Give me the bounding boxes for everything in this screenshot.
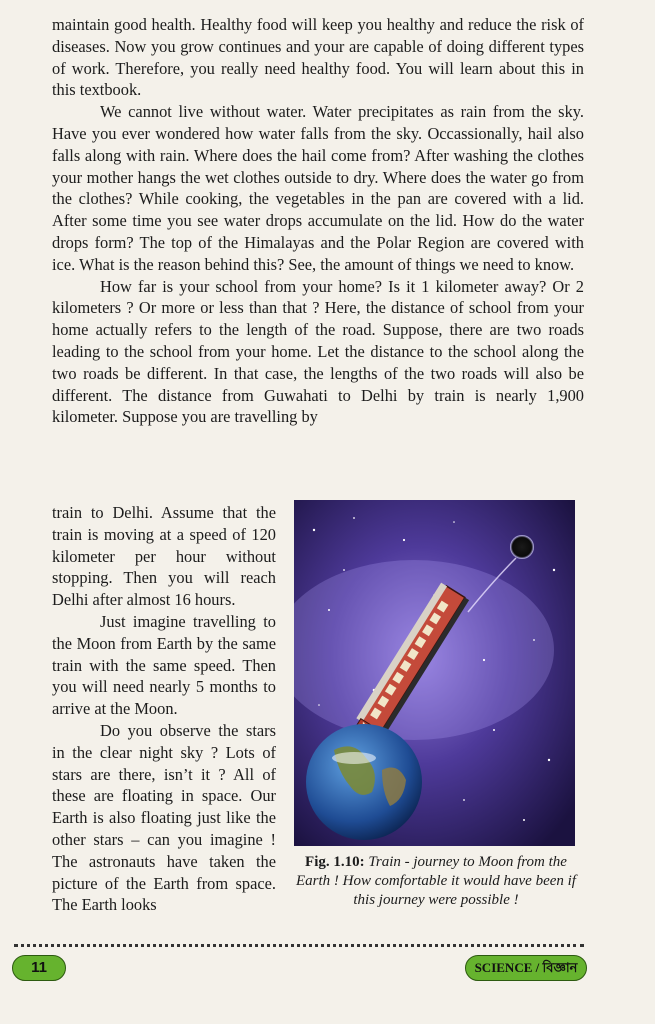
left-column-text — [52, 502, 276, 916]
paragraph-train-moon: Just imagine travelling to the Moon from Earth by the same train with the same speed. Then you will need nearly 5 months to arrive at the Moon. — [52, 611, 276, 719]
full-width-text — [52, 14, 584, 428]
paragraph-train-delhi: train to Delhi. Assume that the train is moving at a speed of 120 kilometer per hour without stopping. Then you will reach Delhi after almost 16 hours. — [52, 503, 276, 610]
paragraph-distance: How far is your school from your home? Is it 1 kilometer away? Or 2 kilometers ? Or more or less than that ? Here, the distance of school from your home actually refers to the length of the road. Suppose, there are two roads leading to the school from your home. Let the distance to the school along the two roads be different. In that case, the lengths of the two roads will also be different. The distance from Guwahati to Delhi by train is nearly 1,900 kilometer. Suppose you are travelling by — [52, 276, 584, 427]
subject-badge: SCIENCE / বিজ্ঞান — [465, 955, 587, 981]
space-illustration — [294, 500, 575, 846]
moon — [510, 535, 534, 559]
figure-caption — [296, 853, 576, 910]
figure-caption-text: Train - journey to Moon from the Earth ! How comfortable it would have been if this journey were possible ! — [296, 854, 576, 908]
paragraph-water: We cannot live without water. Water precipitates as rain from the sky. Have you ever wondered how water falls from the sky. Occassionally, hail also falls along with rain. Where does the hail come from? After washing the clothes your mother hangs the wet clothes outside to dry. Where does the water go from the clothes? While cooking, the vegetables in the pan are covered with a lid. After some time you see water drops accumulate on the lid. How do the water drops form? The top of the Himalayas and the Polar Region are covered with ice. What is the reason behind this? See, the amount of things we need to know. — [52, 102, 584, 274]
figure-train-to-moon — [294, 500, 575, 846]
figure-label: Fig. 1.10: — [305, 854, 365, 870]
earth-clouds — [332, 752, 376, 764]
paragraph-stars: Do you observe the stars in the clear night sky ? Lots of stars are there, isn’t it ? All of these are floating in space. Our Earth is also floating just like the other stars – can you imagine ! The astronauts have taken the picture of the Earth from space. The Earth looks — [52, 720, 276, 915]
footer-divider — [14, 944, 584, 947]
page-number: 11 — [12, 955, 66, 981]
paragraph-health: maintain good health. Healthy food will keep you healthy and reduce the risk of diseases. Now you grow continues and your are capable of doing different types of work. Therefore, you really need healthy food. You will learn about this in this textbook. — [52, 15, 584, 100]
